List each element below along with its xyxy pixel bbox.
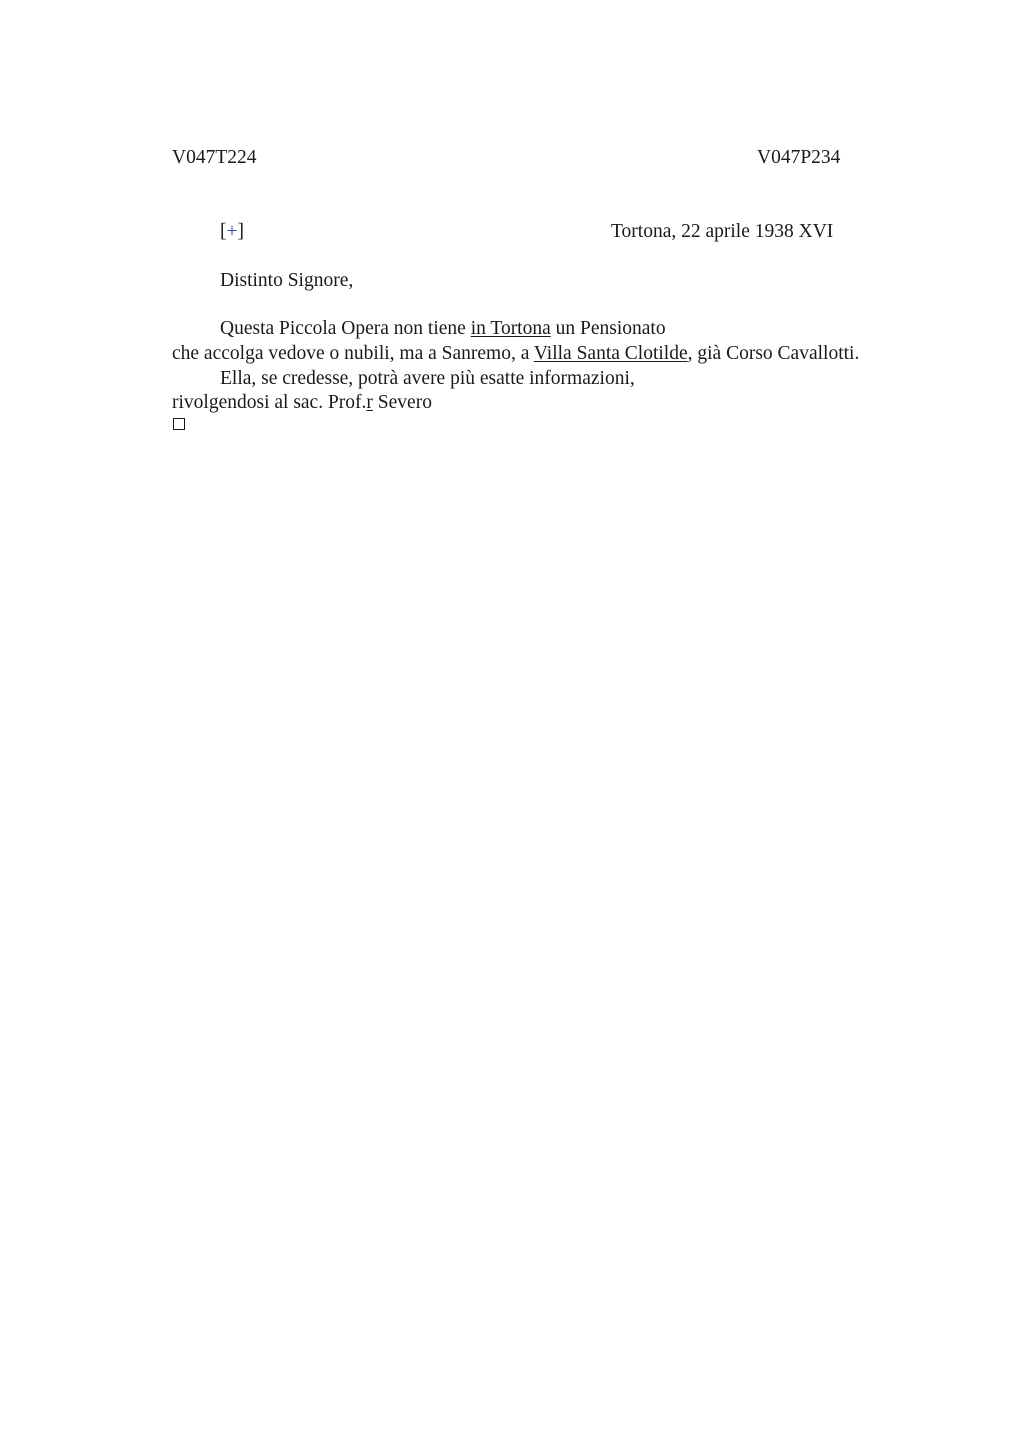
- body-line-4-underlined: r: [366, 392, 373, 413]
- document-ref-right: V047P234: [757, 147, 841, 168]
- body-line-1-underlined: in Tortona: [470, 318, 551, 339]
- body-line-2-underlined: Villa Santa Clotilde: [533, 343, 688, 364]
- cross-close-bracket: ]: [237, 221, 244, 242]
- body-line-4-part-a: rivolgendosi al sac. Prof.: [172, 392, 367, 413]
- body-line-2-part-b: , già Corso Cavallotti.: [687, 343, 860, 364]
- cross-open-bracket: [: [220, 221, 227, 242]
- body-line-2: [172, 343, 859, 365]
- body-line-1-part-b: un Pensionato: [550, 318, 666, 339]
- letter-date: Tortona, 22 aprile 1938 XVI: [611, 221, 834, 242]
- cross-icon: +: [226, 221, 238, 242]
- cross-mark: [220, 221, 244, 243]
- document-ref-left: V047T224: [172, 147, 257, 168]
- body-line-4: [172, 392, 432, 414]
- letter-salutation: Distinto Signore,: [220, 270, 354, 291]
- body-line-3: Ella, se credesse, potrà avere più esatte informazioni,: [220, 368, 635, 389]
- empty-square-icon: [173, 418, 185, 430]
- body-line-4-part-b: Severo: [372, 392, 432, 413]
- body-line-2-part-a: che accolga vedove o nubili, ma a Sanremo, a: [172, 343, 534, 364]
- body-line-1-part-a: Questa Piccola Opera non tiene: [220, 318, 471, 339]
- body-line-1: [220, 318, 666, 340]
